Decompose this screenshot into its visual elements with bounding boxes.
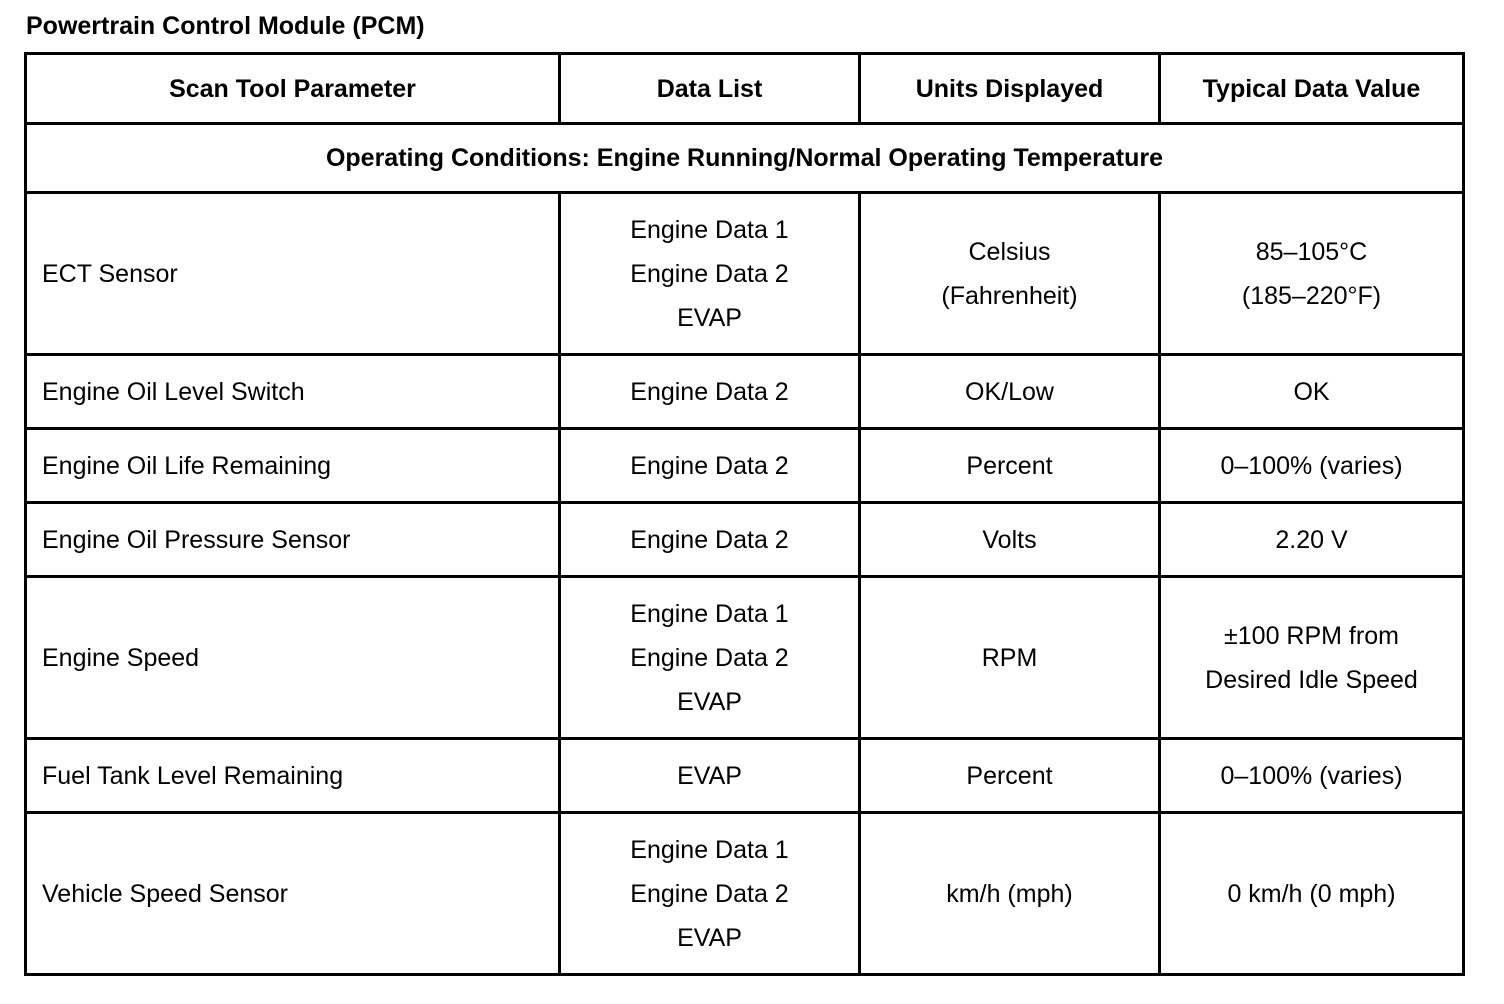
data-list-entry: Engine Data 2 [630, 259, 789, 288]
typical-value-cell [1160, 193, 1464, 355]
table-row [26, 503, 1464, 577]
table-row [26, 355, 1464, 429]
units-cell [860, 577, 1160, 739]
data-list-entry: Engine Data 2 [630, 643, 789, 672]
data-list-cell [560, 503, 860, 577]
data-list-cell [560, 577, 860, 739]
data-list-entry: Engine Data 2 [630, 879, 789, 908]
table-row [26, 193, 1464, 355]
units-line: km/h (mph) [946, 879, 1073, 908]
data-list-cell [560, 739, 860, 813]
operating-conditions-label: Operating Conditions: Engine Running/Normal Operating Temperature [26, 124, 1464, 193]
units-cell [860, 813, 1160, 975]
typical-value-cell [1160, 503, 1464, 577]
section-row [26, 124, 1464, 193]
units-line: Volts [982, 525, 1037, 554]
data-list-entry: Engine Data 2 [630, 451, 789, 480]
data-list-entry: EVAP [677, 923, 742, 952]
pcm-parameter-table [24, 52, 1465, 976]
units-cell [860, 739, 1160, 813]
data-list-entry: Engine Data 2 [630, 377, 789, 406]
typical-value-line: 0–100% (varies) [1220, 451, 1403, 480]
parameter-cell: Engine Oil Life Remaining [26, 429, 560, 503]
table-row [26, 429, 1464, 503]
data-list-cell [560, 193, 860, 355]
parameter-cell: Engine Oil Level Switch [26, 355, 560, 429]
header-units-displayed: Units Displayed [860, 54, 1160, 124]
units-cell [860, 429, 1160, 503]
parameter-cell: Engine Oil Pressure Sensor [26, 503, 560, 577]
typical-value-line: Desired Idle Speed [1205, 665, 1418, 694]
parameter-cell: ECT Sensor [26, 193, 560, 355]
document-title: Powertrain Control Module (PCM) [26, 12, 425, 40]
data-list-entry: Engine Data 1 [630, 835, 789, 864]
units-cell [860, 355, 1160, 429]
header-scan-tool-parameter: Scan Tool Parameter [26, 54, 560, 124]
typical-value-cell [1160, 429, 1464, 503]
data-list-cell [560, 813, 860, 975]
typical-value-cell [1160, 355, 1464, 429]
data-list-entry: Engine Data 2 [630, 525, 789, 554]
units-cell [860, 503, 1160, 577]
typical-value-line: OK [1293, 377, 1330, 406]
parameter-cell: Vehicle Speed Sensor [26, 813, 560, 975]
data-list-entry: Engine Data 1 [630, 215, 789, 244]
header-data-list: Data List [560, 54, 860, 124]
typical-value-line: 0 km/h (0 mph) [1227, 879, 1396, 908]
data-list-cell [560, 429, 860, 503]
parameter-cell: Fuel Tank Level Remaining [26, 739, 560, 813]
typical-value-line: 85–105°C [1255, 237, 1368, 266]
units-cell [860, 193, 1160, 355]
data-list-cell [560, 355, 860, 429]
typical-value-cell [1160, 577, 1464, 739]
data-list-entry: EVAP [677, 303, 742, 332]
units-line: Celsius [968, 237, 1051, 266]
units-line: (Fahrenheit) [941, 281, 1078, 310]
units-line: Percent [966, 761, 1053, 790]
data-list-entry: EVAP [677, 687, 742, 716]
typical-value-line: (185–220°F) [1241, 281, 1382, 310]
table-row [26, 577, 1464, 739]
table-row [26, 813, 1464, 975]
typical-value-cell [1160, 813, 1464, 975]
typical-value-line: 0–100% (varies) [1220, 761, 1403, 790]
units-line: OK/Low [965, 377, 1054, 406]
typical-value-line: ±100 RPM from [1224, 621, 1399, 650]
parameter-cell: Engine Speed [26, 577, 560, 739]
table-row [26, 739, 1464, 813]
typical-value-line: 2.20 V [1275, 525, 1348, 554]
typical-value-cell [1160, 739, 1464, 813]
header-typical-data-value: Typical Data Value [1160, 54, 1464, 124]
table-header-row [26, 54, 1464, 124]
units-line: Percent [966, 451, 1053, 480]
data-list-entry: EVAP [677, 761, 742, 790]
data-list-entry: Engine Data 1 [630, 599, 789, 628]
units-line: RPM [981, 643, 1038, 672]
